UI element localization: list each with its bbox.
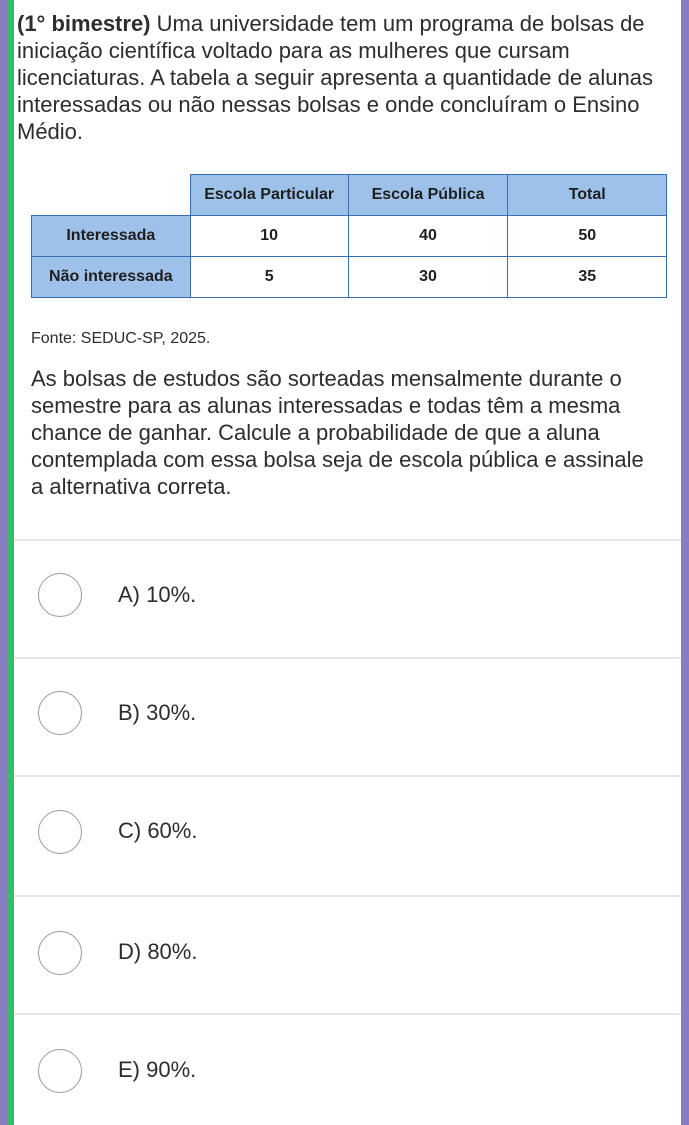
divider xyxy=(14,1013,681,1015)
option-label: E) 90%. xyxy=(118,1057,197,1082)
option-c[interactable] xyxy=(14,778,681,878)
option-b[interactable] xyxy=(14,660,681,760)
radio-circle-icon[interactable] xyxy=(38,931,82,975)
option-a[interactable] xyxy=(14,542,681,642)
table-cell: 35 xyxy=(508,257,667,298)
divider xyxy=(14,895,681,897)
table-cell: 5 xyxy=(190,257,348,298)
table-cell: 30 xyxy=(348,257,508,298)
table-header-total: Total xyxy=(508,175,667,216)
radio-circle-icon[interactable] xyxy=(38,573,82,617)
question-prompt: As bolsas de estudos são sorteadas mensalmente durante o semestre para as alunas interessadas e todas têm a mesma chance de ganhar. Calcule a probabilidade de que a aluna contemplada com essa bolsa seja de escola pública e assinale a alternativa correta. xyxy=(31,366,644,499)
table-cell: 10 xyxy=(190,216,348,257)
table-header-publica: Escola Pública xyxy=(348,175,508,216)
question-bimester: (1° bimestre) xyxy=(17,11,151,36)
question-body: Uma universidade tem um programa de bolsas de iniciação científica voltado para as mulheres que cursam licenciaturas. A tabela a seguir apresenta a quantidade de alunas interessadas ou não nessas bolsas e onde concluíram o Ensino Médio. xyxy=(17,11,654,144)
divider xyxy=(14,657,681,659)
data-table xyxy=(31,174,667,298)
option-label: B) 30%. xyxy=(118,700,197,725)
table-cell: 40 xyxy=(348,216,508,257)
option-label: C) 60%. xyxy=(118,818,198,843)
radio-circle-icon[interactable] xyxy=(38,691,82,735)
divider xyxy=(14,775,681,777)
option-e[interactable] xyxy=(14,1016,681,1116)
table-header-blank xyxy=(32,175,191,216)
table-header-row xyxy=(32,175,667,216)
table-row xyxy=(32,216,667,257)
table-cell: 50 xyxy=(508,216,667,257)
table-row xyxy=(32,257,667,298)
question-text xyxy=(17,10,667,145)
table-header-particular: Escola Particular xyxy=(190,175,348,216)
row-label: Interessada xyxy=(32,216,191,257)
option-label: D) 80%. xyxy=(118,939,198,964)
radio-circle-icon[interactable] xyxy=(38,810,82,854)
option-label: A) 10%. xyxy=(118,582,197,607)
option-d[interactable] xyxy=(14,898,681,998)
divider xyxy=(14,539,681,541)
radio-circle-icon[interactable] xyxy=(38,1049,82,1093)
row-label: Não interessada xyxy=(32,257,191,298)
table-source: Fonte: SEDUC-SP, 2025. xyxy=(31,330,211,347)
